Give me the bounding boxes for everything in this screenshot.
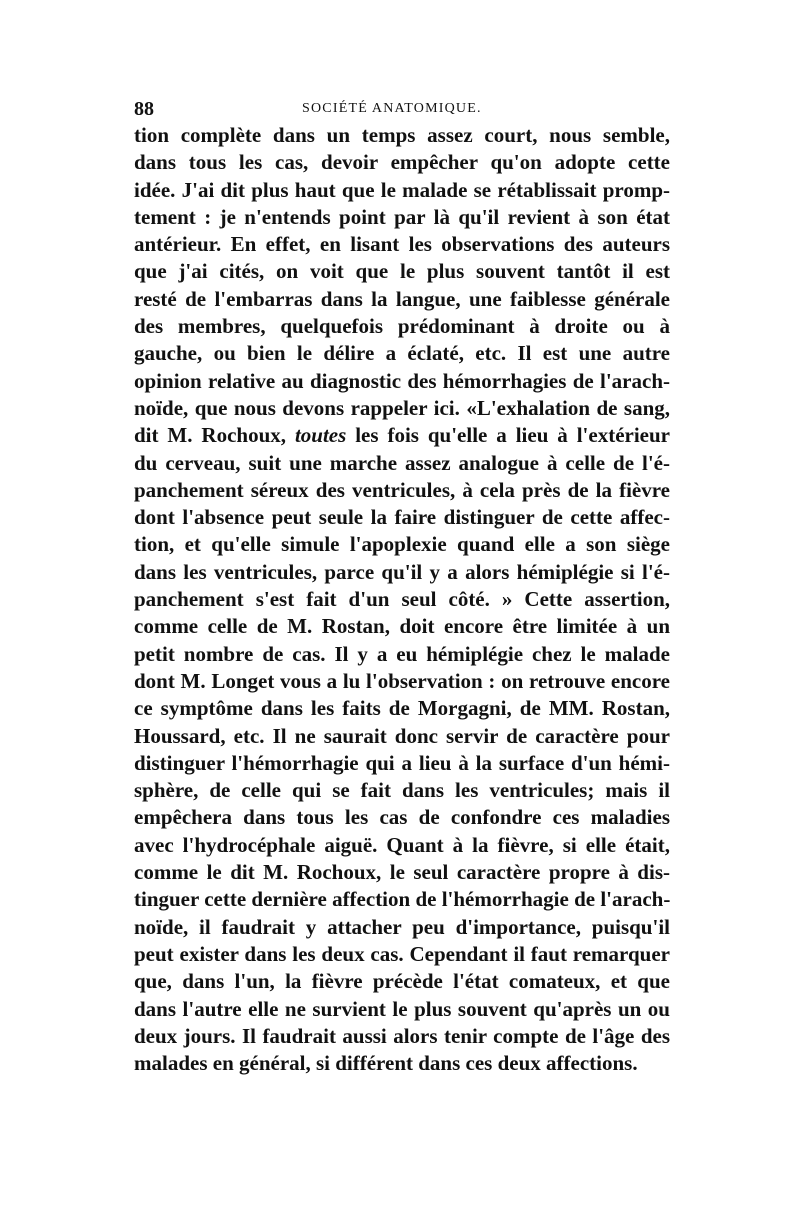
running-title: SOCIÉTÉ ANATOMIQUE. <box>302 101 482 116</box>
page-number: 88 <box>134 98 154 120</box>
text-line: dont l'absence peut seule la faire distinguer de cette affec- <box>134 505 670 530</box>
text-line-with-italic <box>134 422 670 449</box>
text-line: resté de l'embarras dans la langue, une faiblesse générale <box>134 286 670 311</box>
text-line: noïde, que nous devons rappeler ici. «L'exhalation de sang, <box>134 395 670 420</box>
text-line: panchement s'est fait d'un seul côté. » Cette assertion, <box>134 587 670 612</box>
running-head <box>134 97 670 121</box>
text-line: du cerveau, suit une marche assez analogue à celle de l'é- <box>134 450 670 475</box>
text-line: distinguer l'hémorrhagie qui a lieu à la surface d'un hémi- <box>134 750 670 775</box>
text-line: dans tous les cas, devoir empêcher qu'on adopte cette <box>134 150 670 175</box>
text-line: petit nombre de cas. Il y a eu hémiplégie chez le malade <box>134 641 670 666</box>
text-line: idée. J'ai dit plus haut que le malade se rétablissait promp- <box>134 177 670 202</box>
text-line: sphère, de celle qui se fait dans les ventricules; mais il <box>134 778 670 803</box>
text-line: tion, et qu'elle simule l'apoplexie quand elle a son siège <box>134 532 670 557</box>
text-segment: dit M. Rochoux, <box>134 423 295 448</box>
text-line: tement : je n'entends point par là qu'il revient à son état <box>134 204 670 229</box>
text-line: des membres, quelquefois prédominant à droite ou à <box>134 314 670 339</box>
text-line: ce symptôme dans les faits de Morgagni, de MM. Rostan, <box>134 696 670 721</box>
text-line: dans l'autre elle ne survient le plus souvent qu'après un ou <box>134 996 670 1021</box>
text-line: noïde, il faudrait y attacher peu d'importance, puisqu'il <box>134 914 670 939</box>
text-line: comme le dit M. Rochoux, le seul caractère propre à dis- <box>134 860 670 885</box>
text-segment: les fois qu'elle a lieu à l'extérieur <box>346 423 670 448</box>
text-line: dont M. Longet vous a lu l'observation : on retrouve encore <box>134 668 670 693</box>
text-line: deux jours. Il faudrait aussi alors tenir compte de l'âge des <box>134 1023 670 1048</box>
italic-word: toutes <box>294 423 347 448</box>
body-text <box>134 122 670 1077</box>
text-line: panchement séreux des ventricules, à cela près de la fièvre <box>134 477 670 502</box>
text-line: peut exister dans les deux cas. Cependant il faut remarquer <box>134 941 670 966</box>
text-line: comme celle de M. Rostan, doit encore être limitée à un <box>134 614 670 639</box>
text-line: Houssard, etc. Il ne saurait donc servir de caractère pour <box>134 723 670 748</box>
text-line: que, dans l'un, la fièvre précède l'état comateux, et que <box>134 969 670 994</box>
text-line: avec l'hydrocéphale aiguë. Quant à la fièvre, si elle était, <box>134 832 670 857</box>
text-line: opinion relative au diagnostic des hémorrhagies de l'arach- <box>134 368 670 393</box>
text-line: tinguer cette dernière affection de l'hémorrhagie de l'arach- <box>134 887 670 912</box>
text-line: empêchera dans tous les cas de confondre ces maladies <box>134 805 670 830</box>
text-line: gauche, ou bien le délire a éclaté, etc. Il est une autre <box>134 341 670 366</box>
text-line: dans les ventricules, parce qu'il y a alors hémiplégie si l'é- <box>134 559 670 584</box>
text-line: que j'ai cités, on voit que le plus souvent tantôt il est <box>134 259 670 284</box>
text-line: antérieur. En effet, en lisant les observations des auteurs <box>134 232 670 257</box>
text-line: tion complète dans un temps assez court, nous semble, <box>134 123 670 147</box>
text-line-last: malades en général, si différent dans ces deux affections. <box>134 1051 638 1076</box>
